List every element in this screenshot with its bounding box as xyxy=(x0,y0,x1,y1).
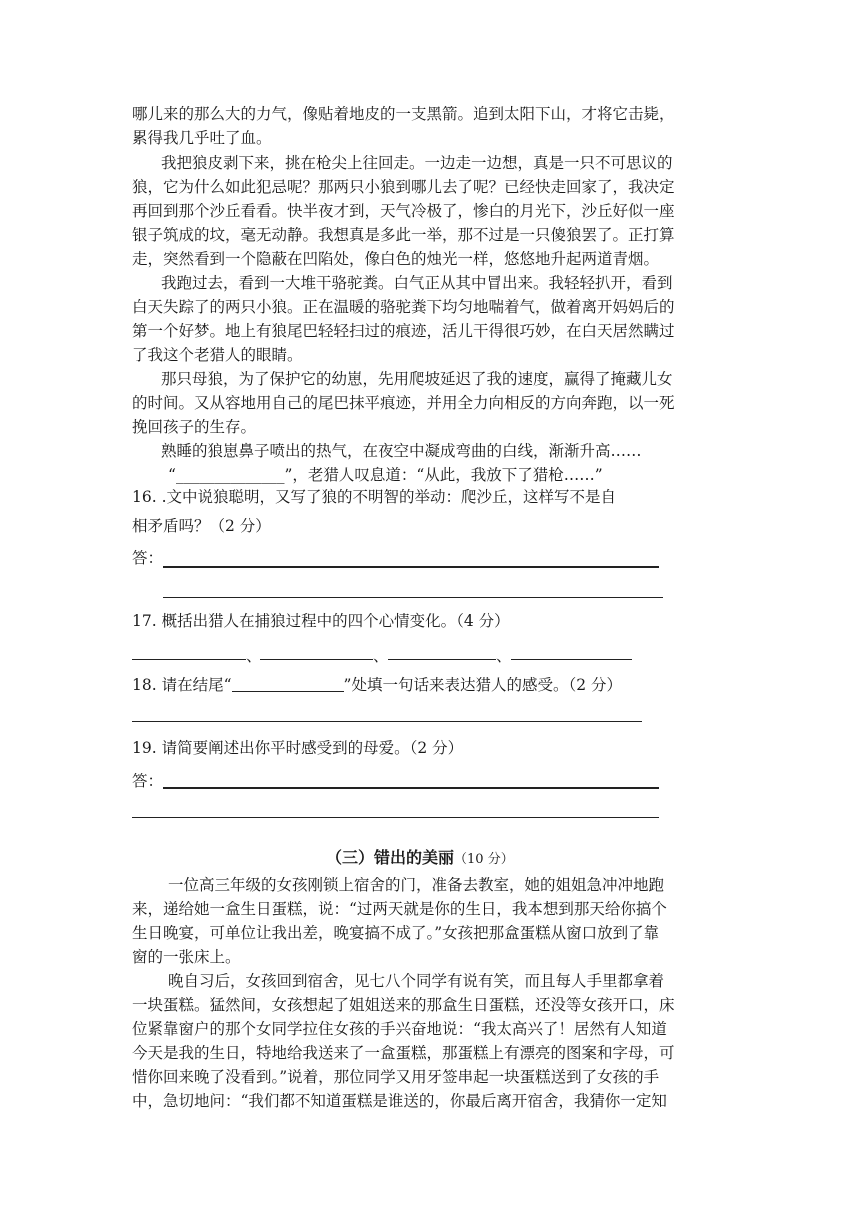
answer-blank-1[interactable] xyxy=(132,659,246,660)
story-line: 位紧靠窗户的那个女同学拉住女孩的手兴奋地说：“我太高兴了！居然有人知道 xyxy=(132,1020,667,1038)
passage-line: 熟睡的狼崽鼻子喷出的热气，在夜空中凝成弯曲的白线，渐渐升高…… xyxy=(161,442,642,460)
passage-line: 走，突然看到一个隐蔽在凹陷处，像白色的烛光一样，悠悠地升起两道青烟。 xyxy=(132,250,660,268)
answer-blank-2[interactable] xyxy=(260,659,373,660)
passage-line: 累得我几乎吐了血。 xyxy=(132,129,272,147)
section-title xyxy=(326,847,514,871)
story-line: 一块蛋糕。猛然间，女孩想起了姐姐送来的那盒生日蛋糕，还没等女孩开口，床 xyxy=(132,996,675,1014)
answer-line[interactable] xyxy=(132,817,659,818)
answer-blank-4[interactable] xyxy=(511,659,632,660)
quote-blank: ______________ xyxy=(175,466,285,484)
quote-close: ”，老猎人叹息道：“从此，我放下了猎枪……” xyxy=(284,466,603,484)
answer-line[interactable] xyxy=(163,787,659,789)
passage-line: 白天失踪了的两只小狼。正在温暖的骆驼粪下均匀地喘着气，做着离开妈妈后的 xyxy=(132,298,675,316)
question-18 xyxy=(132,674,622,696)
passage-line: 的时间。又从容地用自己的尾巴抹平痕迹，并用全力向相反的方向奔跑，以一死 xyxy=(132,394,675,412)
question-16: 16. .文中说狼聪明，又写了狼的不明智的举动：爬沙丘，这样写不是自 xyxy=(132,488,617,506)
passage-line: 第一个好梦。地上有狼尾巴轻轻扫过的痕迹，活儿干得很巧妙，在白天居然瞒过 xyxy=(132,322,675,340)
story-line: 生日晚宴，可单位让我出差，晚宴搞不成了。”女孩把那盒蛋糕从窗口放到了靠 xyxy=(132,924,660,942)
story-line: 窗的一张床上。 xyxy=(132,948,241,966)
quote-line xyxy=(168,464,603,486)
answer-blank-3[interactable] xyxy=(388,659,496,660)
passage-line: 狼，它为什么如此犯忌呢？那两只小狼到哪儿去了呢？已经快走回家了，我决定 xyxy=(132,178,675,196)
passage-line: 了我这个老猎人的眼睛。 xyxy=(132,346,303,364)
passage-line: 我跑过去，看到一大堆干骆驼粪。白气正从其中冒出来。我轻轻扒开，看到 xyxy=(161,274,673,292)
passage-line: 银子筑成的坟，毫无动静。我想真是多此一举，那不过是一只傻狼罢了。正打算 xyxy=(132,226,675,244)
question-19: 19. 请简要阐述出你平时感受到的母爱。（2 分） xyxy=(132,739,464,757)
story-line: 晚自习后，女孩回到宿舍，见七八个同学有说有笑，而且每人手里都拿着 xyxy=(168,972,665,990)
quote-open: “ xyxy=(168,466,176,484)
section-title-text: （三）错出的美丽 xyxy=(326,848,455,867)
story-line: 今天是我的生日，特地给我送来了一盒蛋糕，那蛋糕上有漂亮的图案和字母，可 xyxy=(132,1044,675,1062)
question-17: 17. 概括出猎人在捕狼过程中的四个心情变化。（4 分） xyxy=(132,612,510,630)
passage-line: 再回到那个沙丘看看。快半夜才到，天气冷极了，惨白的月光下，沙丘好似一座 xyxy=(132,202,675,220)
answer-label: 答： xyxy=(132,549,164,567)
answer-line[interactable] xyxy=(163,597,663,598)
question-18-text-b: ”处填一句话来表达猎人的感受。（2 分） xyxy=(343,676,622,694)
section-score: （10 分） xyxy=(454,852,514,867)
separator: 、 xyxy=(373,647,389,665)
story-line: 中，急切地问：“我们都不知道蛋糕是谁送的，你最后离开宿舍，我猜你一定知 xyxy=(132,1092,667,1110)
answer-label: 答： xyxy=(132,772,164,790)
passage-line: 那只母狼，为了保护它的幼崽，先用爬坡延迟了我的速度，赢得了掩藏儿女 xyxy=(161,370,673,388)
passage-line: 挽回孩子的生存。 xyxy=(132,418,257,436)
question-16-cont: 相矛盾吗？（2 分） xyxy=(132,517,271,535)
story-line: 来，递给她一盒生日蛋糕，说：“过两天就是你的生日，我本想到那天给你搞个 xyxy=(132,900,667,918)
story-line: 惜你回来晚了没看到。”说着，那位同学又用牙签串起一块蛋糕送到了女孩的手 xyxy=(132,1068,660,1086)
question-18-blank xyxy=(232,675,344,692)
separator: 、 xyxy=(496,647,512,665)
story-line: 一位高三年级的女孩刚锁上宿舍的门，准备去教室，她的姐姐急冲冲地跑 xyxy=(168,876,665,894)
answer-line[interactable] xyxy=(163,566,659,568)
passage-line: 哪儿来的那么大的力气，像贴着地皮的一支黑箭。追到太阳下山，才将它击毙， xyxy=(132,105,675,123)
passage-line: 我把狼皮剥下来，挑在枪尖上往回走。一边走一边想，真是一只不可思议的 xyxy=(161,154,673,172)
question-18-text-a: 18. 请在结尾“ xyxy=(132,676,232,694)
answer-line[interactable] xyxy=(132,721,642,722)
separator: 、 xyxy=(246,647,262,665)
